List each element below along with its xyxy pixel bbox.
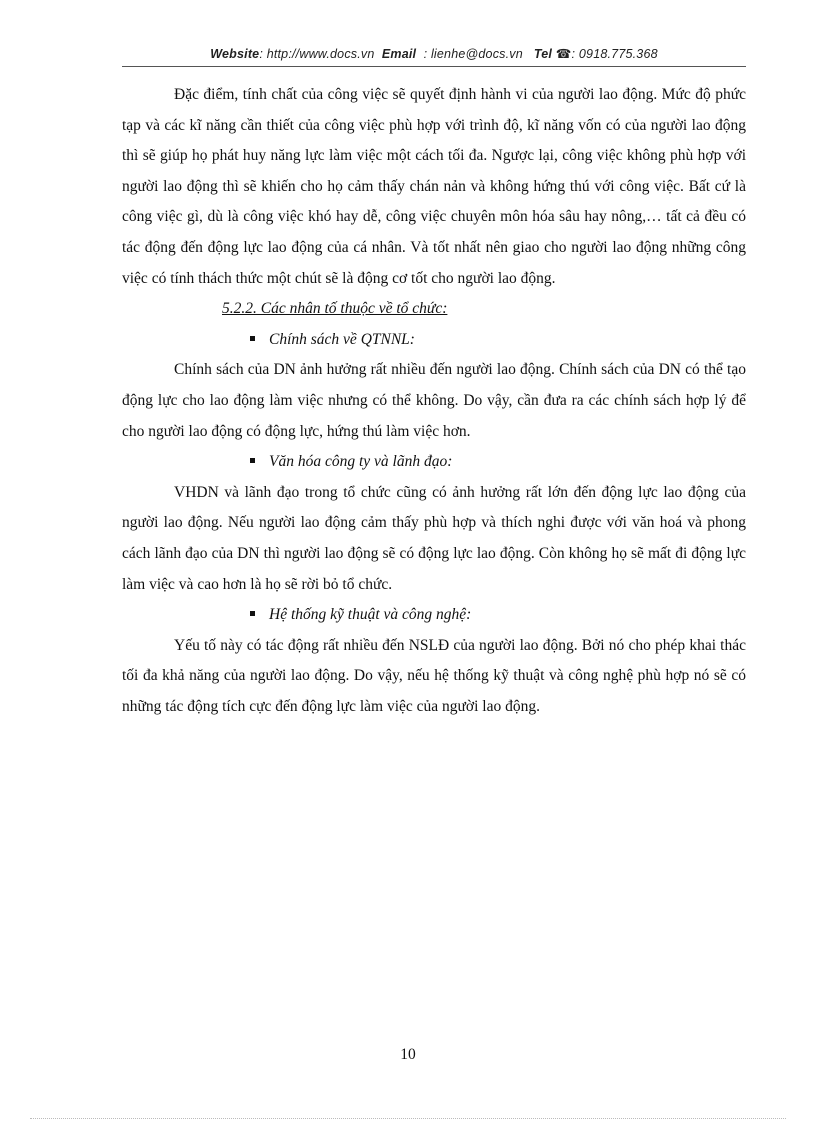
bullet-item bbox=[122, 447, 746, 478]
square-bullet-icon bbox=[250, 458, 255, 463]
website-value[interactable]: : http://www.docs.vn bbox=[259, 47, 375, 61]
paragraph-culture-leadership: VHDN và lãnh đạo trong tổ chức cũng có ảnh hưởng rất lớn đến động lực lao động của người lao động. Nếu người lao động cảm thấy phù hợp và thích nghi được với văn hoá và phong cách lãnh đạo của DN thì người lao động sẽ có động lực lao động. Còn không họ sẽ mất đi động lực làm việc và cao hơn là họ sẽ rời bỏ tổ chức. bbox=[122, 483, 746, 593]
paragraph-job-characteristics: Đặc điểm, tính chất của công việc sẽ quyết định hành vi của người lao động. Mức độ phức tạp và các kĩ năng cần thiết của công việc phù hợp với trình độ, kĩ năng vốn có của người lao động thì sẽ giúp họ phát huy năng lực làm việc một cách tối đa. Ngược lại, công việc không phù hợp với người lao động thì sẽ khiến cho họ cảm thấy chán nản và không hứng thú với công việc. Bất cứ là công việc gì, dù là công việc khó hay dễ, công việc chuyên môn hóa sâu hay nông,… tất cả đều có tác động đến động lực lao động của cá nhân. Và tốt nhất nên giao cho người lao động những công việc có tính thách thức một chút sẽ là động cơ tốt cho người lao động. bbox=[122, 86, 746, 287]
bullet-item bbox=[122, 325, 746, 356]
paragraph-technology: Yếu tố này có tác động rất nhiều đến NSLĐ của người lao động. Bởi nó cho phép khai thác tối đa khả năng của người lao động. Do vậy, nếu hệ thống kỹ thuật và công nghệ phù hợp nó sẽ có những tác động tích cực đến động lực làm việc của người lao động. bbox=[122, 636, 746, 715]
tel-label: Tel ☎ bbox=[533, 47, 572, 61]
paragraph-hr-policy: Chính sách của DN ảnh hưởng rất nhiều đến người lao động. Chính sách của DN có thể tạo động lực cho lao động làm việc nhưng có thể không. Do vậy, cần đưa ra các chính sách hợp lý để cho người lao động có động lực, hứng thú làm việc hơn. bbox=[122, 361, 746, 440]
bullet-label: Văn hóa công ty và lãnh đạo: bbox=[269, 453, 453, 471]
document-body bbox=[122, 80, 746, 722]
page-number: 10 bbox=[400, 1046, 416, 1063]
tel-value: : 0918.775.368 bbox=[571, 47, 658, 61]
header-divider bbox=[122, 66, 746, 67]
email-value[interactable]: : lienhe@docs.vn bbox=[423, 47, 523, 61]
bullet-item bbox=[122, 600, 746, 631]
page-header bbox=[122, 46, 746, 61]
bullet-label: Hệ thống kỹ thuật và công nghệ: bbox=[269, 606, 472, 624]
section-heading: 5.2.2. Các nhân tố thuộc về tổ chức: bbox=[222, 300, 448, 318]
square-bullet-icon bbox=[250, 336, 255, 341]
footer-divider bbox=[30, 1118, 786, 1119]
email-label: Email bbox=[381, 47, 417, 61]
bullet-label: Chính sách về QTNNL: bbox=[269, 330, 415, 348]
website-label: Website bbox=[210, 47, 260, 61]
square-bullet-icon bbox=[250, 611, 255, 616]
